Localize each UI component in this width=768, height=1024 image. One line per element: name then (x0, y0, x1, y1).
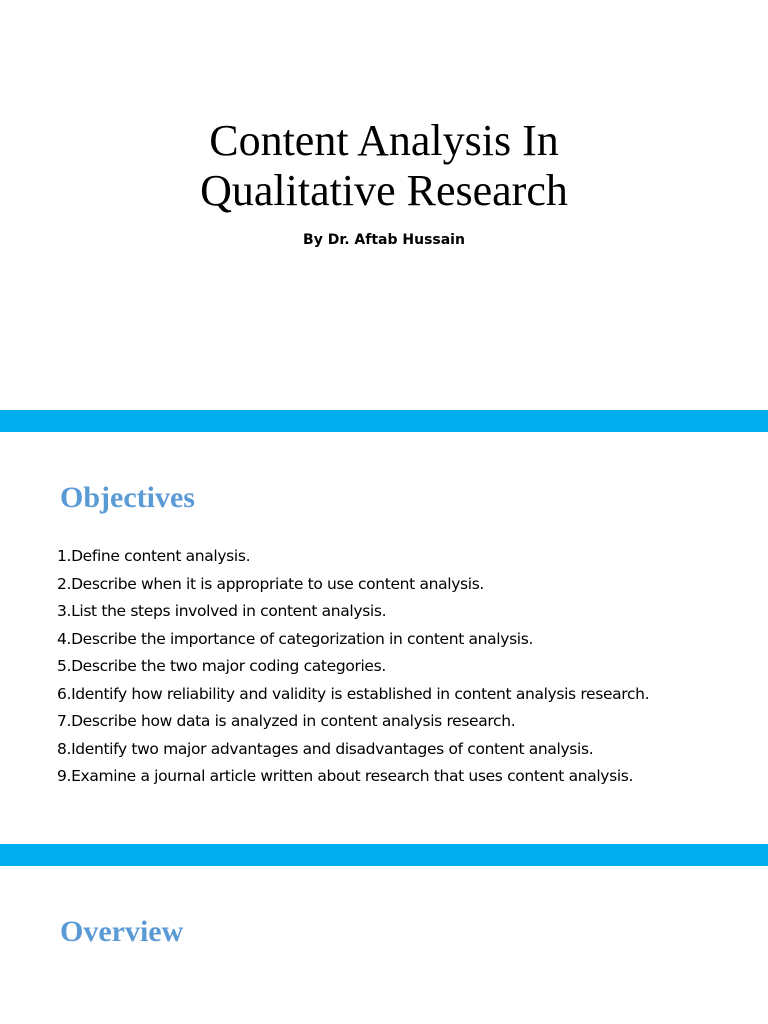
objective-item: 7.Describe how data is analyzed in content analysis research. (57, 712, 516, 730)
objectives-slide (0, 432, 768, 844)
presentation-title (0, 116, 768, 216)
author-byline: By Dr. Aftab Hussain (303, 232, 465, 248)
title-line-1: Content Analysis In (209, 116, 559, 165)
objective-item: 8.Identify two major advantages and disadvantages of content analysis. (57, 739, 594, 758)
objective-item: 5.Describe the two major coding categories. (57, 657, 386, 675)
objective-item: 3.List the steps involved in content analysis. (57, 602, 387, 620)
objective-item: 9.Examine a journal article written about research that uses content analysis. (57, 767, 634, 785)
title-slide (0, 0, 768, 410)
overview-heading: Overview (60, 915, 184, 948)
objectives-heading: Objectives (60, 481, 195, 514)
slide-separator (0, 844, 768, 866)
objective-item: 6.Identify how reliability and validity is established in content analysis research. (57, 684, 650, 703)
objective-item: 4.Describe the importance of categorization in content analysis. (57, 629, 534, 648)
slide-separator (0, 410, 768, 432)
objectives-list (57, 546, 747, 794)
objective-item: 1.Define content analysis. (57, 547, 251, 565)
title-line-2: Qualitative Research (200, 166, 568, 215)
overview-slide (0, 866, 768, 1024)
objective-item: 2.Describe when it is appropriate to use content analysis. (57, 574, 484, 593)
